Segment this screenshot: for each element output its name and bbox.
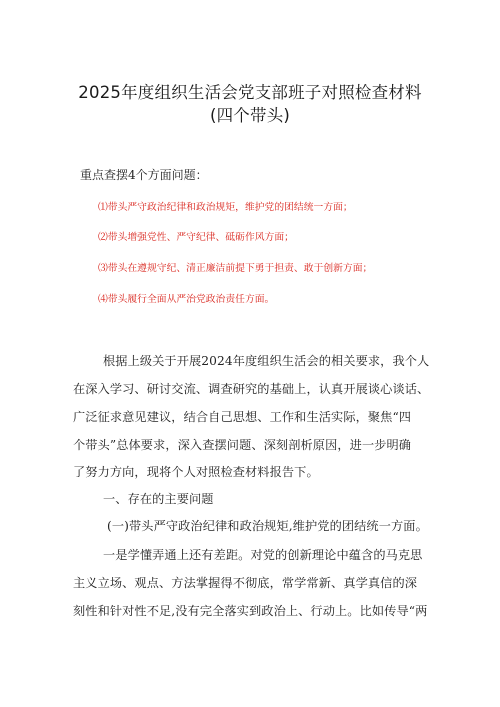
paragraph-line: 刻性和针对性不足,没有完全落实到政治上、行动上。比如传导“两	[73, 604, 428, 618]
problem-item-3: ⑶带头在遵规守纪、清正廉洁前提下勇于担责、敢于创新方面；	[98, 263, 373, 274]
problem-item-2: ⑵带头增强党性、严守纪律、砥砺作风方面；	[98, 232, 294, 243]
paragraph-line: 一是学懂弄通上还有差距。对党的创新理论中蕴含的马克思	[103, 548, 423, 562]
problem-item-4: ⑷带头履行全面从严治党政治责任方面。	[98, 294, 275, 305]
paragraph-line: 广泛征求意见建议，结合自己思想、工作和生活实际，聚焦“四	[73, 410, 412, 424]
paragraph-line: 在深入学习、研讨交流、调查研究的基础上，认真开展谈心谈话、	[73, 382, 430, 396]
document-title: 2025年度组织生活会党支部班子对照检查材料	[78, 83, 422, 102]
section-heading: 一、存在的主要问题	[103, 492, 214, 506]
subsection-heading: (一)带头严守政治纪律和政治规矩,维护党的团结统一方面。	[107, 519, 428, 533]
problem-item-1: ⑴带头严守政治纪律和政治规矩，维护党的团结统一方面；	[98, 202, 353, 213]
paragraph-line: 个带头”总体要求，深入查摆问题、深刻剖析原因，进一步明确	[73, 438, 412, 452]
paragraph-line: 主义立场、观点、方法掌握得不彻底，常学常新、真学真信的深	[73, 576, 418, 590]
paragraph-line: 根据上级关于开展2024年度组织生活会的相关要求，我个人	[103, 354, 430, 368]
document-subtitle: (四个带头)	[209, 106, 291, 125]
paragraph-line: 了努力方向，现将个人对照检查材料报告下。	[73, 465, 319, 479]
intro-text: 重点查摆4个方面问题：	[80, 168, 208, 182]
